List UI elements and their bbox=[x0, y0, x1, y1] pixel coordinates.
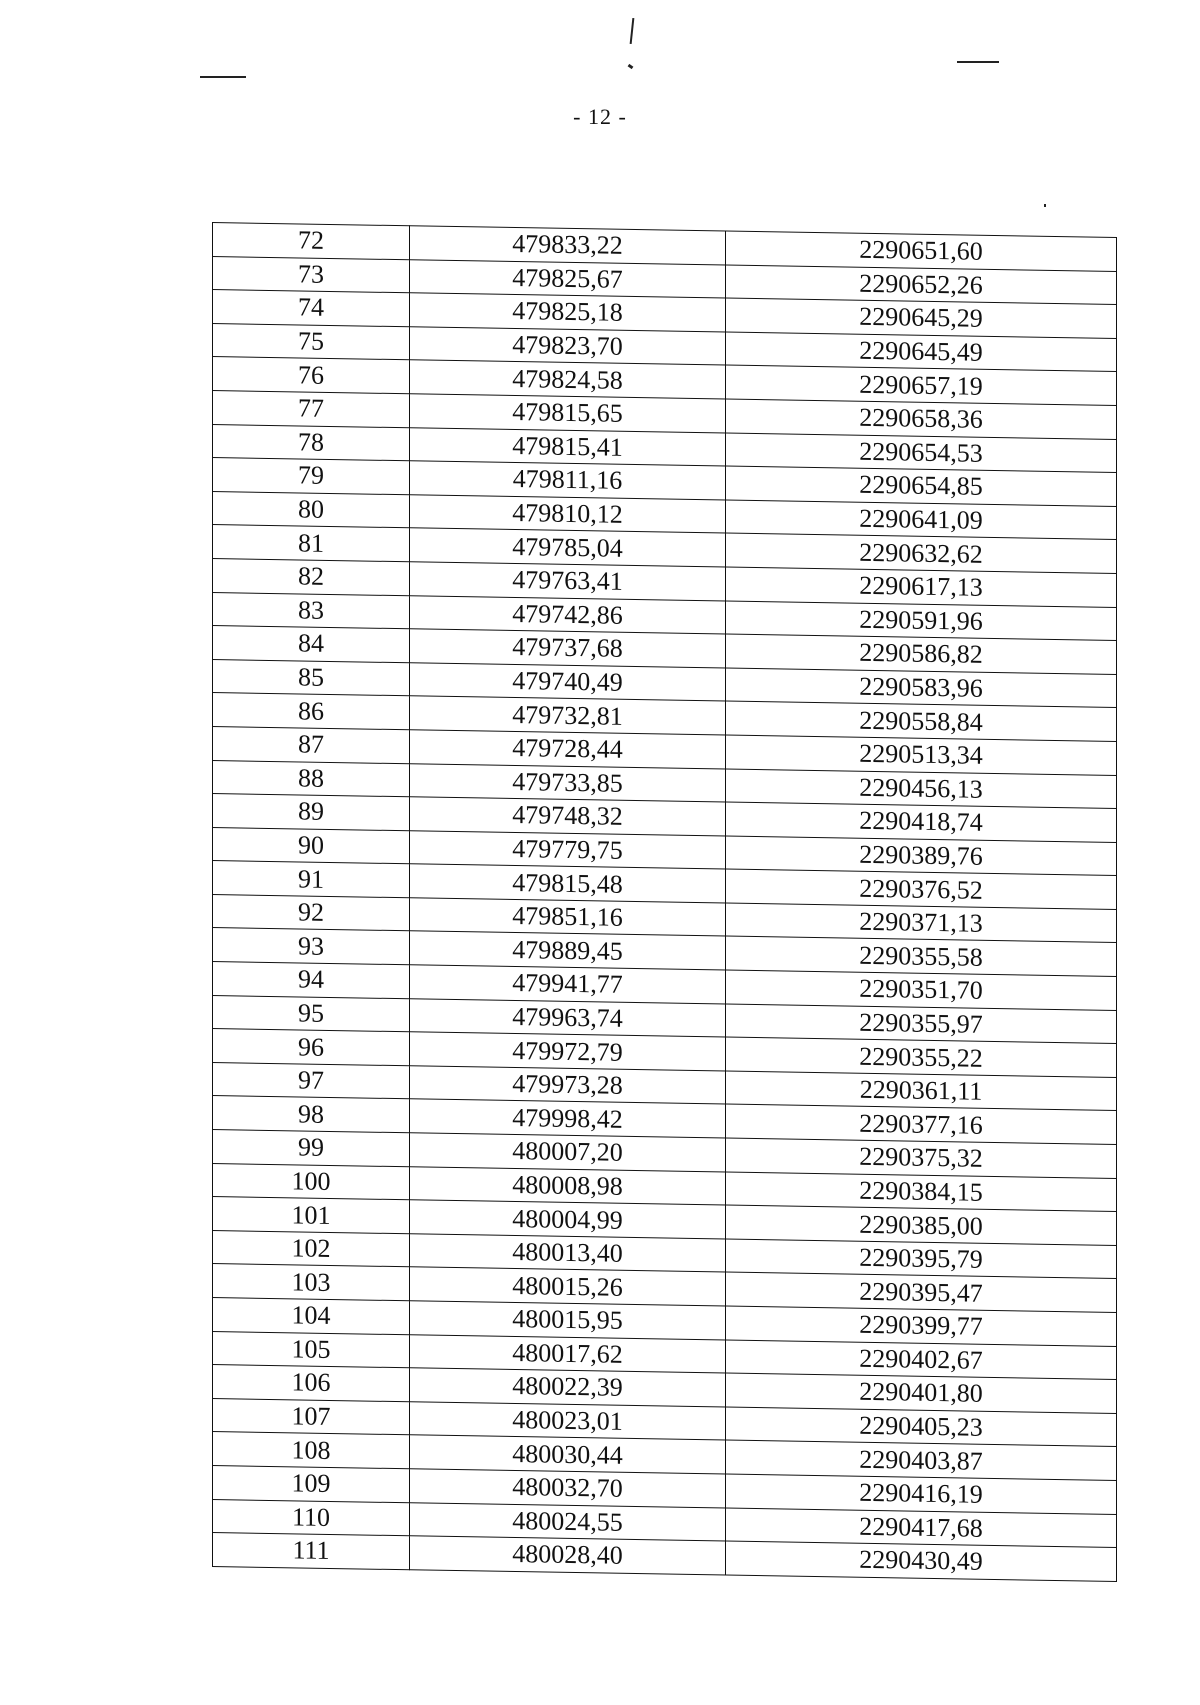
x-coordinate-cell: 479825,18 bbox=[410, 293, 726, 332]
point-number-cell: 83 bbox=[213, 592, 410, 629]
y-coordinate-cell: 2290355,22 bbox=[726, 1037, 1117, 1077]
point-number-cell: 96 bbox=[213, 1029, 410, 1066]
point-number-cell: 89 bbox=[213, 794, 410, 831]
y-coordinate-cell: 2290416,19 bbox=[726, 1474, 1117, 1514]
y-coordinate-cell: 2290395,79 bbox=[726, 1239, 1117, 1279]
x-coordinate-cell: 479811,16 bbox=[410, 461, 726, 500]
x-coordinate-cell: 480008,98 bbox=[410, 1166, 726, 1205]
y-coordinate-cell: 2290513,34 bbox=[726, 735, 1117, 775]
y-coordinate-cell: 2290632,62 bbox=[726, 533, 1117, 573]
y-coordinate-cell: 2290376,52 bbox=[726, 869, 1117, 909]
y-coordinate-cell: 2290558,84 bbox=[726, 701, 1117, 741]
y-coordinate-cell: 2290418,74 bbox=[726, 802, 1117, 842]
x-coordinate-cell: 479972,79 bbox=[410, 1032, 726, 1071]
x-coordinate-cell: 479815,48 bbox=[410, 864, 726, 903]
point-number-cell: 77 bbox=[213, 390, 410, 427]
y-coordinate-cell: 2290651,60 bbox=[726, 231, 1117, 271]
y-coordinate-cell: 2290389,76 bbox=[726, 836, 1117, 876]
y-coordinate-cell: 2290385,00 bbox=[726, 1205, 1117, 1245]
y-coordinate-cell: 2290645,29 bbox=[726, 298, 1117, 338]
point-number-cell: 73 bbox=[213, 256, 410, 293]
x-coordinate-cell: 480007,20 bbox=[410, 1133, 726, 1172]
y-coordinate-cell: 2290417,68 bbox=[726, 1508, 1117, 1548]
scan-mark-left-dash bbox=[200, 76, 246, 78]
point-number-cell: 85 bbox=[213, 659, 410, 696]
point-number-cell: 84 bbox=[213, 626, 410, 663]
point-number-cell: 97 bbox=[213, 1062, 410, 1099]
x-coordinate-cell: 480015,26 bbox=[410, 1267, 726, 1306]
x-coordinate-cell: 479737,68 bbox=[410, 629, 726, 668]
y-coordinate-cell: 2290586,82 bbox=[726, 634, 1117, 674]
y-coordinate-cell: 2290377,16 bbox=[726, 1104, 1117, 1144]
point-number-cell: 98 bbox=[213, 1096, 410, 1133]
y-coordinate-cell: 2290371,13 bbox=[726, 903, 1117, 943]
y-coordinate-cell: 2290657,19 bbox=[726, 365, 1117, 405]
y-coordinate-cell: 2290395,47 bbox=[726, 1272, 1117, 1312]
x-coordinate-cell: 480013,40 bbox=[410, 1234, 726, 1273]
scan-mark-right-dot bbox=[1044, 204, 1046, 207]
y-coordinate-cell: 2290654,85 bbox=[726, 466, 1117, 506]
point-number-cell: 76 bbox=[213, 357, 410, 394]
x-coordinate-cell: 479785,04 bbox=[410, 528, 726, 567]
y-coordinate-cell: 2290403,87 bbox=[726, 1440, 1117, 1480]
point-number-cell: 108 bbox=[213, 1432, 410, 1469]
point-number-cell: 78 bbox=[213, 424, 410, 461]
point-number-cell: 86 bbox=[213, 693, 410, 730]
x-coordinate-cell: 480024,55 bbox=[410, 1502, 726, 1541]
point-number-cell: 90 bbox=[213, 827, 410, 864]
point-number-cell: 93 bbox=[213, 928, 410, 965]
point-number-cell: 107 bbox=[213, 1398, 410, 1435]
point-number-cell: 91 bbox=[213, 861, 410, 898]
point-number-cell: 72 bbox=[213, 223, 410, 260]
point-number-cell: 101 bbox=[213, 1197, 410, 1234]
x-coordinate-cell: 479833,22 bbox=[410, 226, 726, 265]
y-coordinate-cell: 2290402,67 bbox=[726, 1340, 1117, 1380]
point-number-cell: 110 bbox=[213, 1499, 410, 1536]
y-coordinate-cell: 2290351,70 bbox=[726, 970, 1117, 1010]
x-coordinate-cell: 479733,85 bbox=[410, 763, 726, 802]
x-coordinate-cell: 480023,01 bbox=[410, 1402, 726, 1441]
point-number-cell: 81 bbox=[213, 525, 410, 562]
x-coordinate-cell: 479810,12 bbox=[410, 495, 726, 534]
coordinates-table-container bbox=[212, 222, 1117, 1607]
x-coordinate-cell: 479763,41 bbox=[410, 562, 726, 601]
coordinates-table bbox=[212, 222, 1117, 1582]
y-coordinate-cell: 2290401,80 bbox=[726, 1373, 1117, 1413]
x-coordinate-cell: 479941,77 bbox=[410, 965, 726, 1004]
x-coordinate-cell: 479742,86 bbox=[410, 595, 726, 634]
y-coordinate-cell: 2290591,96 bbox=[726, 601, 1117, 641]
point-number-cell: 82 bbox=[213, 558, 410, 595]
x-coordinate-cell: 479823,70 bbox=[410, 327, 726, 366]
point-number-cell: 111 bbox=[213, 1533, 410, 1570]
x-coordinate-cell: 479963,74 bbox=[410, 998, 726, 1037]
point-number-cell: 106 bbox=[213, 1365, 410, 1402]
point-number-cell: 79 bbox=[213, 458, 410, 495]
y-coordinate-cell: 2290355,58 bbox=[726, 936, 1117, 976]
page-number: - 12 - bbox=[573, 104, 627, 129]
point-number-cell: 109 bbox=[213, 1465, 410, 1502]
point-number-cell: 100 bbox=[213, 1163, 410, 1200]
x-coordinate-cell: 479815,41 bbox=[410, 427, 726, 466]
y-coordinate-cell: 2290456,13 bbox=[726, 769, 1117, 809]
y-coordinate-cell: 2290583,96 bbox=[726, 668, 1117, 708]
point-number-cell: 105 bbox=[213, 1331, 410, 1368]
scan-mark-vertical bbox=[630, 18, 635, 44]
x-coordinate-cell: 480028,40 bbox=[410, 1536, 726, 1575]
point-number-cell: 95 bbox=[213, 995, 410, 1032]
x-coordinate-cell: 480022,39 bbox=[410, 1368, 726, 1407]
y-coordinate-cell: 2290654,53 bbox=[726, 433, 1117, 473]
x-coordinate-cell: 480017,62 bbox=[410, 1334, 726, 1373]
point-number-cell: 87 bbox=[213, 726, 410, 763]
x-coordinate-cell: 479815,65 bbox=[410, 394, 726, 433]
x-coordinate-cell: 479998,42 bbox=[410, 1099, 726, 1138]
y-coordinate-cell: 2290430,49 bbox=[726, 1541, 1117, 1581]
x-coordinate-cell: 479748,32 bbox=[410, 797, 726, 836]
x-coordinate-cell: 480015,95 bbox=[410, 1301, 726, 1340]
y-coordinate-cell: 2290658,36 bbox=[726, 399, 1117, 439]
point-number-cell: 75 bbox=[213, 323, 410, 360]
x-coordinate-cell: 479851,16 bbox=[410, 898, 726, 937]
y-coordinate-cell: 2290645,49 bbox=[726, 332, 1117, 372]
point-number-cell: 104 bbox=[213, 1298, 410, 1335]
point-number-cell: 99 bbox=[213, 1130, 410, 1167]
y-coordinate-cell: 2290355,97 bbox=[726, 1004, 1117, 1044]
x-coordinate-cell: 479825,67 bbox=[410, 259, 726, 298]
point-number-cell: 80 bbox=[213, 491, 410, 528]
point-number-cell: 92 bbox=[213, 894, 410, 931]
point-number-cell: 103 bbox=[213, 1264, 410, 1301]
scan-mark-dot bbox=[628, 64, 634, 69]
x-coordinate-cell: 480030,44 bbox=[410, 1435, 726, 1474]
x-coordinate-cell: 479889,45 bbox=[410, 931, 726, 970]
y-coordinate-cell: 2290375,32 bbox=[726, 1138, 1117, 1178]
point-number-cell: 94 bbox=[213, 962, 410, 999]
x-coordinate-cell: 479732,81 bbox=[410, 696, 726, 735]
point-number-cell: 74 bbox=[213, 290, 410, 327]
point-number-cell: 102 bbox=[213, 1230, 410, 1267]
x-coordinate-cell: 479973,28 bbox=[410, 1066, 726, 1105]
y-coordinate-cell: 2290617,13 bbox=[726, 567, 1117, 607]
x-coordinate-cell: 479779,75 bbox=[410, 830, 726, 869]
x-coordinate-cell: 480032,70 bbox=[410, 1469, 726, 1508]
y-coordinate-cell: 2290405,23 bbox=[726, 1407, 1117, 1447]
x-coordinate-cell: 479740,49 bbox=[410, 662, 726, 701]
x-coordinate-cell: 479728,44 bbox=[410, 730, 726, 769]
y-coordinate-cell: 2290361,11 bbox=[726, 1071, 1117, 1111]
y-coordinate-cell: 2290641,09 bbox=[726, 500, 1117, 540]
coordinates-table-body bbox=[213, 223, 1117, 1582]
y-coordinate-cell: 2290399,77 bbox=[726, 1306, 1117, 1346]
point-number-cell: 88 bbox=[213, 760, 410, 797]
y-coordinate-cell: 2290384,15 bbox=[726, 1172, 1117, 1212]
y-coordinate-cell: 2290652,26 bbox=[726, 265, 1117, 305]
scan-mark-right-dash bbox=[957, 61, 999, 63]
x-coordinate-cell: 479824,58 bbox=[410, 360, 726, 399]
x-coordinate-cell: 480004,99 bbox=[410, 1200, 726, 1239]
